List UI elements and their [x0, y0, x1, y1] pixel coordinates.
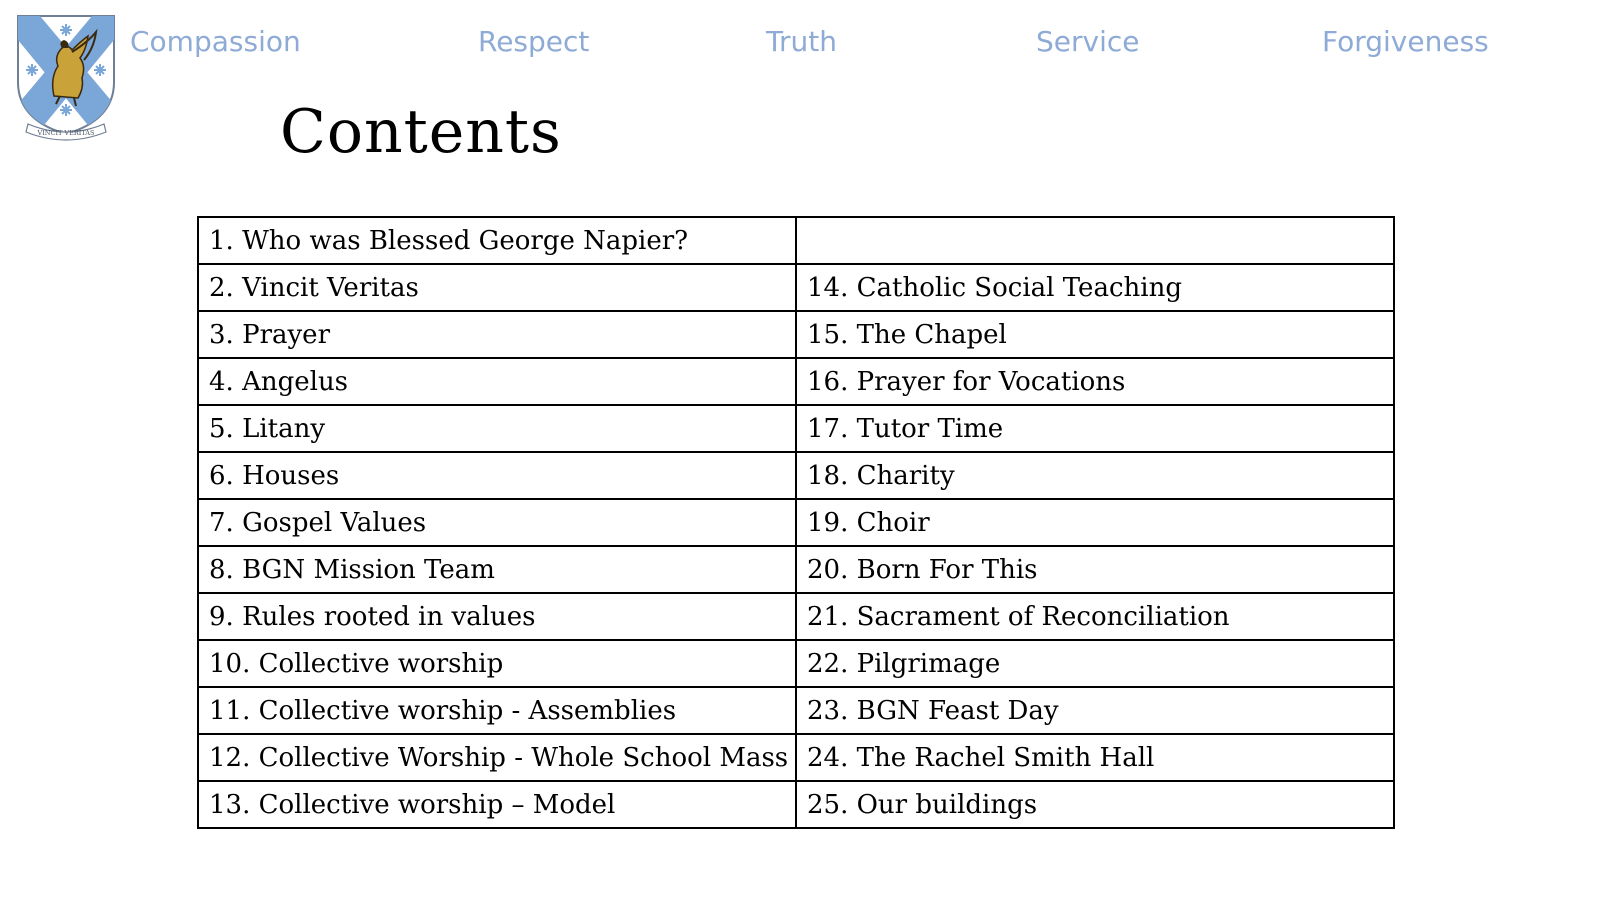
table-row — [198, 546, 1394, 593]
table-row — [198, 687, 1394, 734]
contents-entry: 16. Prayer for Vocations — [796, 358, 1394, 405]
contents-entry: 21. Sacrament of Reconciliation — [796, 593, 1394, 640]
contents-entry: 22. Pilgrimage — [796, 640, 1394, 687]
table-row — [198, 781, 1394, 828]
value-forgiveness: Forgiveness — [1322, 25, 1489, 58]
table-row — [198, 405, 1394, 452]
contents-entry: 20. Born For This — [796, 546, 1394, 593]
contents-entry: 25. Our buildings — [796, 781, 1394, 828]
value-respect: Respect — [478, 25, 590, 58]
contents-entry: 5. Litany — [198, 405, 796, 452]
contents-entry — [796, 217, 1394, 264]
table-row — [198, 311, 1394, 358]
contents-entry: 18. Charity — [796, 452, 1394, 499]
value-compassion: Compassion — [130, 25, 301, 58]
contents-entry: 4. Angelus — [198, 358, 796, 405]
table-row — [198, 593, 1394, 640]
contents-table — [197, 216, 1395, 829]
table-row — [198, 452, 1394, 499]
table-row — [198, 264, 1394, 311]
table-row — [198, 217, 1394, 264]
contents-entry: 7. Gospel Values — [198, 499, 796, 546]
contents-entry: 9. Rules rooted in values — [198, 593, 796, 640]
gospel-values-header — [0, 22, 1600, 62]
contents-entry: 2. Vincit Veritas — [198, 264, 796, 311]
contents-entry: 1. Who was Blessed George Napier? — [198, 217, 796, 264]
value-truth: Truth — [766, 25, 837, 58]
table-row — [198, 734, 1394, 781]
table-row — [198, 640, 1394, 687]
table-row — [198, 499, 1394, 546]
crest-motto: VINCIT VERITAS — [37, 129, 95, 137]
contents-entry: 10. Collective worship — [198, 640, 796, 687]
contents-entry: 6. Houses — [198, 452, 796, 499]
contents-entry: 13. Collective worship – Model — [198, 781, 796, 828]
contents-entry: 3. Prayer — [198, 311, 796, 358]
contents-entry: 8. BGN Mission Team — [198, 546, 796, 593]
contents-entry: 24. The Rachel Smith Hall — [796, 734, 1394, 781]
table-row — [198, 358, 1394, 405]
contents-entry: 23. BGN Feast Day — [796, 687, 1394, 734]
contents-entry: 17. Tutor Time — [796, 405, 1394, 452]
contents-entry: 12. Collective Worship - Whole School Mass — [198, 734, 796, 781]
contents-entry: 11. Collective worship - Assemblies — [198, 687, 796, 734]
value-service: Service — [1036, 25, 1140, 58]
contents-entry: 15. The Chapel — [796, 311, 1394, 358]
contents-entry: 19. Choir — [796, 499, 1394, 546]
contents-entry: 14. Catholic Social Teaching — [796, 264, 1394, 311]
page-title: Contents — [280, 97, 562, 167]
